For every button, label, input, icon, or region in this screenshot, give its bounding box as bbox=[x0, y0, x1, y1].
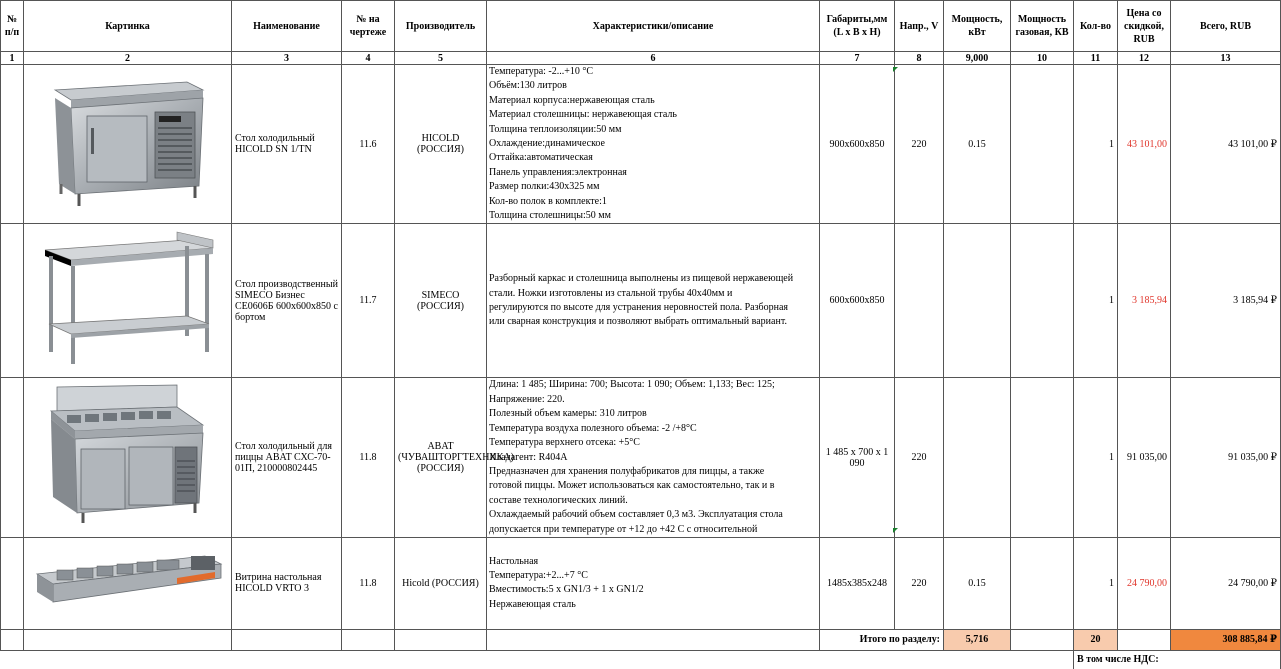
item-name[interactable]: Стол холодильный для пиццы ABAT СХС-70-01П, 210000802445 bbox=[232, 378, 342, 537]
desc-line: готовой пиццы. Может использоваться как самостоятельно, так и в bbox=[489, 480, 775, 492]
quantity[interactable]: 1 bbox=[1074, 65, 1118, 224]
empty-cell[interactable] bbox=[232, 629, 342, 650]
comment-marker bbox=[893, 528, 898, 533]
desc-line: допускается при температуре от +12 до +42 С с относительной bbox=[489, 523, 758, 535]
row-num-cell[interactable] bbox=[1, 537, 24, 629]
manufacturer[interactable]: ABAT (ЧУВАШТОРГТЕХНИКА) (РОССИЯ) bbox=[395, 378, 487, 537]
work-table-image bbox=[27, 224, 227, 374]
dimensions[interactable]: 1 485 x 700 x 1 090 bbox=[820, 378, 895, 537]
vat-label[interactable]: В том числе НДС: bbox=[1074, 650, 1281, 669]
desc-line: Размер полки:430х325 мм bbox=[489, 181, 600, 193]
table-row bbox=[1, 378, 1281, 537]
voltage[interactable]: 220 bbox=[895, 537, 944, 629]
col-number[interactable]: 7 bbox=[820, 52, 895, 65]
desc-line: Кол-во полок в комплекте:1 bbox=[489, 195, 607, 207]
description-cell[interactable] bbox=[487, 378, 820, 537]
header-dims[interactable]: Габариты,мм (L x B x H) bbox=[820, 1, 895, 52]
col-number[interactable]: 2 bbox=[24, 52, 232, 65]
header-row bbox=[1, 1, 1281, 52]
col-number[interactable]: 4 bbox=[342, 52, 395, 65]
power[interactable]: 0.15 bbox=[944, 537, 1011, 629]
totals-row bbox=[1, 629, 1281, 650]
table-row bbox=[1, 224, 1281, 378]
discount-price[interactable]: 3 185,94 bbox=[1118, 224, 1171, 378]
desc-line: Вместимость:5 x GN1/3 + 1 x GN1/2 bbox=[489, 584, 644, 596]
col-number[interactable]: 1 bbox=[1, 52, 24, 65]
quantity[interactable]: 1 bbox=[1074, 537, 1118, 629]
desc-line: Температура:+2...+7 °С bbox=[489, 570, 588, 582]
power[interactable] bbox=[944, 378, 1011, 537]
desc-line: Напряжение: 220. bbox=[489, 393, 565, 405]
col-number[interactable]: 13 bbox=[1171, 52, 1281, 65]
item-name[interactable]: Стол холодильный HICOLD SN 1/TN bbox=[232, 65, 342, 224]
voltage[interactable]: 220 bbox=[895, 65, 944, 224]
drawing-number[interactable]: 11.8 bbox=[342, 378, 395, 537]
desc-line: Объём:130 литров bbox=[489, 80, 567, 92]
desc-line: или сварная конструкция и позволяют выбрать оптимальный вариант. bbox=[489, 316, 787, 328]
totals-label[interactable]: Итого по разделу: bbox=[820, 629, 944, 650]
line-total[interactable]: 91 035,00 ₽ bbox=[1171, 378, 1281, 537]
col-number[interactable]: 11 bbox=[1074, 52, 1118, 65]
line-total[interactable]: 24 790,00 ₽ bbox=[1171, 537, 1281, 629]
item-name[interactable]: Стол производственный SIMECO Бизнес СЕ0606Б 600x600x850 с бортом bbox=[232, 224, 342, 378]
picture-cell[interactable] bbox=[24, 537, 232, 629]
display-case-image bbox=[27, 538, 227, 626]
picture-cell[interactable] bbox=[24, 224, 232, 378]
header-maker[interactable]: Производитель bbox=[395, 1, 487, 52]
desc-line: Толщина теплоизоляции:50 мм bbox=[489, 123, 622, 135]
header-gas[interactable]: Мощность газовая, КВ bbox=[1011, 1, 1074, 52]
total-quantity[interactable]: 20 bbox=[1074, 629, 1118, 650]
line-total[interactable]: 43 101,00 ₽ bbox=[1171, 65, 1281, 224]
pizza-counter-image bbox=[27, 381, 227, 531]
desc-line: регулируются по высоте для устранения неровностей пола. Разборная bbox=[489, 301, 789, 313]
desc-line: Материал столешницы: нержавеющая сталь bbox=[489, 109, 677, 121]
empty-cell[interactable] bbox=[1, 629, 24, 650]
empty-cell[interactable] bbox=[487, 629, 820, 650]
grand-total[interactable]: 308 885,84 ₽ bbox=[1171, 629, 1281, 650]
empty-cell[interactable] bbox=[395, 629, 487, 650]
discount-price[interactable]: 91 035,00 bbox=[1118, 378, 1171, 537]
manufacturer[interactable]: HICOLD (РОССИЯ) bbox=[395, 65, 487, 224]
empty-cell[interactable] bbox=[342, 629, 395, 650]
voltage[interactable] bbox=[895, 224, 944, 378]
quantity[interactable]: 1 bbox=[1074, 378, 1118, 537]
empty-cell[interactable] bbox=[24, 629, 232, 650]
desc-line: Охлаждаемый рабочий объем составляет 0,3 м3. Эксплуатация стола bbox=[489, 509, 783, 521]
line-total[interactable]: 3 185,94 ₽ bbox=[1171, 224, 1281, 378]
discount-price[interactable]: 24 790,00 bbox=[1118, 537, 1171, 629]
table-row bbox=[1, 537, 1281, 629]
power[interactable]: 0.15 bbox=[944, 65, 1011, 224]
gas-power[interactable] bbox=[1011, 378, 1074, 537]
picture-cell[interactable] bbox=[24, 65, 232, 224]
discount-price[interactable]: 43 101,00 bbox=[1118, 65, 1171, 224]
header-voltage[interactable]: Напр., V bbox=[895, 1, 944, 52]
desc-line: Температура: -2...+10 °С bbox=[489, 66, 594, 77]
col-number[interactable]: 12 bbox=[1118, 52, 1171, 65]
description-cell[interactable] bbox=[487, 65, 820, 224]
picture-cell[interactable] bbox=[24, 378, 232, 537]
gas-power[interactable] bbox=[1011, 537, 1074, 629]
item-name[interactable]: Витрина настольная HICOLD VRTO 3 bbox=[232, 537, 342, 629]
column-numbers-row bbox=[1, 52, 1281, 65]
header-num[interactable]: № п/п bbox=[1, 1, 24, 52]
dimensions[interactable]: 600x600x850 bbox=[820, 224, 895, 378]
drawing-number[interactable]: 11.6 bbox=[342, 65, 395, 224]
description-cell[interactable] bbox=[487, 537, 820, 629]
dimensions[interactable]: 900x600x850 bbox=[820, 65, 895, 224]
col-number[interactable]: 3 bbox=[232, 52, 342, 65]
desc-line: Температура верхнего отсека: +5°С bbox=[489, 437, 640, 449]
desc-line: стали. Ножки изготовлены из стальной трубы 40х40мм и bbox=[489, 287, 733, 299]
row-num-cell[interactable] bbox=[1, 378, 24, 537]
refrigerated-counter-image bbox=[27, 68, 227, 218]
comment-marker bbox=[893, 67, 898, 72]
desc-line: Длина: 1 485; Ширина: 700; Высота: 1 090; Объем: 1,133; Вес: 125; bbox=[489, 379, 775, 391]
desc-line: составе технологических линий. bbox=[489, 494, 628, 506]
desc-line: Нержавеющая сталь bbox=[489, 598, 576, 610]
drawing-number[interactable]: 11.8 bbox=[342, 537, 395, 629]
dimensions[interactable]: 1485x385x248 bbox=[820, 537, 895, 629]
row-num-cell[interactable] bbox=[1, 224, 24, 378]
desc-line: Хладагент: R404A bbox=[489, 451, 568, 463]
col-number[interactable]: 9,000 bbox=[944, 52, 1011, 65]
power[interactable] bbox=[944, 224, 1011, 378]
empty-cell bbox=[1, 650, 1074, 669]
gas-power[interactable] bbox=[1011, 65, 1074, 224]
desc-line: Температура воздуха полезного объема: -2 /+8°С bbox=[489, 422, 697, 434]
col-number[interactable]: 5 bbox=[395, 52, 487, 65]
col-number[interactable]: 10 bbox=[1011, 52, 1074, 65]
desc-line: Полезный объем камеры: 310 литров bbox=[489, 408, 647, 420]
header-total[interactable]: Всего, RUB bbox=[1171, 1, 1281, 52]
desc-line: Предназначен для хранения полуфабрикатов для пиццы, а также bbox=[489, 465, 765, 477]
empty-cell[interactable] bbox=[1118, 629, 1171, 650]
header-name[interactable]: Наименование bbox=[232, 1, 342, 52]
desc-line: Толщина столешницы:50 мм bbox=[489, 210, 611, 222]
header-qty[interactable]: Кол-во bbox=[1074, 1, 1118, 52]
total-power[interactable]: 5,716 bbox=[944, 629, 1011, 650]
desc-line: Разборный каркас и столешница выполнены из пищевой нержавеющей bbox=[489, 273, 794, 285]
desc-line: Материал корпуса:нержавеющая сталь bbox=[489, 94, 655, 106]
header-picture[interactable]: Картинка bbox=[24, 1, 232, 52]
description-cell[interactable] bbox=[487, 224, 820, 378]
voltage[interactable]: 220 bbox=[895, 378, 944, 537]
col-number[interactable]: 6 bbox=[487, 52, 820, 65]
desc-line: Панель управления:электронная bbox=[489, 166, 627, 178]
header-drawing[interactable]: № на чертеже bbox=[342, 1, 395, 52]
empty-cell[interactable] bbox=[1011, 629, 1074, 650]
header-desc[interactable]: Характеристики/описание bbox=[487, 1, 820, 52]
desc-line: Оттайка:автоматическая bbox=[489, 152, 593, 164]
header-power[interactable]: Мощность, кВт bbox=[944, 1, 1011, 52]
col-number[interactable]: 8 bbox=[895, 52, 944, 65]
manufacturer[interactable]: SIMECO (РОССИЯ) bbox=[395, 224, 487, 378]
header-price[interactable]: Цена со скидкой, RUB bbox=[1118, 1, 1171, 52]
row-num-cell[interactable] bbox=[1, 65, 24, 224]
drawing-number[interactable]: 11.7 bbox=[342, 224, 395, 378]
desc-line: Охлаждение:динамическое bbox=[489, 138, 605, 150]
quantity[interactable]: 1 bbox=[1074, 224, 1118, 378]
table-row bbox=[1, 65, 1281, 224]
vat-row bbox=[1, 650, 1281, 669]
gas-power[interactable] bbox=[1011, 224, 1074, 378]
desc-line: Настольная bbox=[489, 555, 539, 567]
manufacturer[interactable]: Hicold (РОССИЯ) bbox=[395, 537, 487, 629]
